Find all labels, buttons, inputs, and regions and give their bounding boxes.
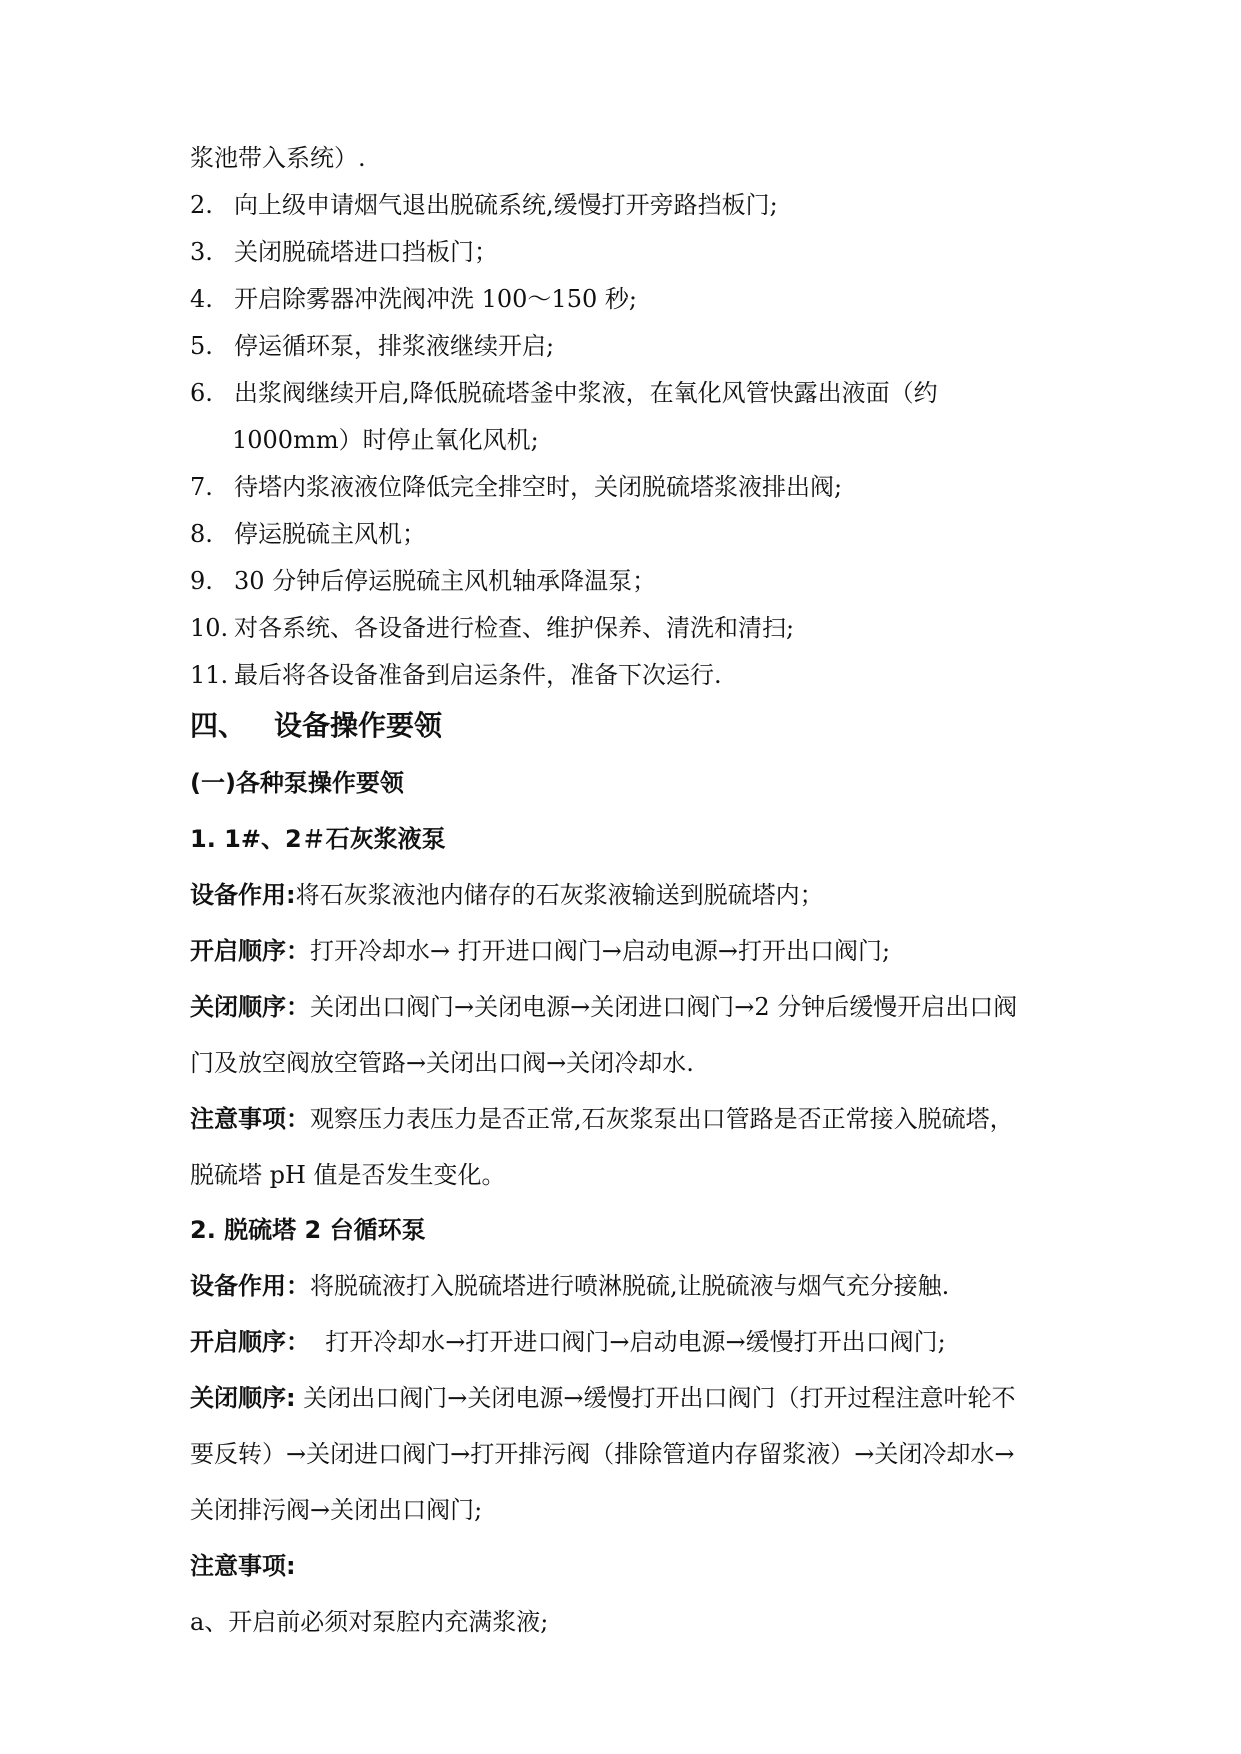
- step-text: 30 分钟后停运脱硫主风机轴承降温泵；: [234, 567, 657, 595]
- pump1-close-sequence: [190, 991, 1017, 1023]
- step-number: 4.: [190, 285, 213, 313]
- step-number: 6.: [190, 379, 213, 407]
- section-title: 设备操作要领: [274, 709, 443, 742]
- pump1-title: 1. 1#、2＃石灰浆液泵: [190, 825, 446, 853]
- pump2-close-continuation-2: 关闭排污阀→关闭出口阀门;: [190, 1496, 483, 1524]
- step-number: 11.: [190, 661, 229, 689]
- pump2-title: 2. 脱硫塔 2 台循环泵: [190, 1216, 426, 1244]
- note-label: 注意事项:: [190, 1552, 296, 1580]
- step-number: 5.: [190, 332, 213, 360]
- step-5: [190, 330, 554, 362]
- step-8: [190, 518, 426, 550]
- step-text: 停运脱硫主风机；: [234, 520, 426, 548]
- function-label: 设备作用:: [190, 881, 296, 909]
- step-text: 关闭脱硫塔进口挡板门；: [234, 238, 498, 266]
- close-text: 关闭出口阀门→关闭电源→关闭进口阀门→2 分钟后缓慢开启出口阀: [310, 993, 1018, 1021]
- step-number: 10.: [190, 614, 229, 642]
- pump2-open-sequence: [190, 1326, 946, 1358]
- close-label: 关闭顺序：: [190, 993, 310, 1021]
- step-4: [190, 283, 637, 315]
- open-label: 开启顺序：: [190, 1328, 310, 1356]
- section-number: 四、: [190, 709, 247, 742]
- function-text: 将石灰浆液池内储存的石灰浆液输送到脱硫塔内；: [295, 881, 824, 909]
- pump1-close-continuation: 门及放空阀放空管路→关闭出口阀→关闭冷却水.: [190, 1049, 694, 1077]
- step-7: [190, 471, 842, 503]
- step-2: [190, 189, 778, 221]
- step-11: [190, 659, 722, 691]
- note-label: 注意事项：: [190, 1105, 310, 1133]
- step-number: 9.: [190, 567, 213, 595]
- pump1-notes-continuation: 脱硫塔 pH 值是否发生变化。: [190, 1161, 506, 1189]
- step-text: 向上级申请烟气退出脱硫系统,缓慢打开旁路挡板门;: [234, 191, 778, 219]
- step-text: 待塔内浆液液位降低完全排空时，关闭脱硫塔浆液排出阀;: [234, 473, 843, 501]
- pump2-notes-heading: [190, 1550, 296, 1582]
- pump1-notes: [190, 1103, 1014, 1135]
- step-number: 2.: [190, 191, 213, 219]
- note-text: 观察压力表压力是否正常,石灰浆泵出口管路是否正常接入脱硫塔，: [310, 1105, 1014, 1133]
- step-text: 停运循环泵，排浆液继续开启;: [234, 332, 555, 360]
- close-text: 关闭出口阀门→关闭电源→缓慢打开出口阀门（打开过程注意叶轮不: [295, 1384, 1016, 1412]
- step-text: 对各系统、各设备进行检查、维护保养、清洗和清扫;: [234, 614, 795, 642]
- pump2-close-continuation-1: 要反转）→关闭进口阀门→打开排污阀（排除管道内存留浆液）→关闭冷却水→: [190, 1440, 1015, 1468]
- open-label: 开启顺序：: [190, 937, 310, 965]
- step-3: [190, 236, 498, 268]
- steps-continuation: 浆池带入系统）.: [190, 144, 366, 172]
- step-10: [190, 612, 794, 644]
- step-text: 出浆阀继续开启,降低脱硫塔釜中浆液，在氧化风管快露出液面（约: [234, 379, 938, 407]
- pump1-function: [190, 879, 824, 911]
- open-text: 打开冷却水→ 打开进口阀门→启动电源→打开出口阀门;: [310, 937, 891, 965]
- step-text: 开启除雾器冲洗阀冲洗 100～150 秒;: [234, 285, 637, 313]
- close-label: 关闭顺序:: [190, 1384, 296, 1412]
- pump1-open-sequence: [190, 935, 890, 967]
- pump2-note-a: a、开启前必须对泵腔内充满浆液;: [190, 1608, 549, 1636]
- pump2-close-sequence: [190, 1382, 1015, 1414]
- step-6: [190, 377, 938, 409]
- step-9: [190, 565, 656, 597]
- step-number: 3.: [190, 238, 213, 266]
- section-heading: [190, 710, 442, 742]
- step-6-continuation: 1000mm）时停止氧化风机;: [232, 426, 539, 454]
- function-label: 设备作用：: [190, 1272, 310, 1300]
- pump2-function: [190, 1270, 949, 1302]
- step-number: 8.: [190, 520, 213, 548]
- subsection-heading: (一)各种泵操作要领: [190, 769, 404, 797]
- step-number: 7.: [190, 473, 213, 501]
- step-text: 最后将各设备准备到启运条件，准备下次运行.: [234, 661, 722, 689]
- open-text: 打开冷却水→打开进口阀门→启动电源→缓慢打开出口阀门;: [310, 1328, 946, 1356]
- function-text: 将脱硫液打入脱硫塔进行喷淋脱硫,让脱硫液与烟气充分接触.: [310, 1272, 950, 1300]
